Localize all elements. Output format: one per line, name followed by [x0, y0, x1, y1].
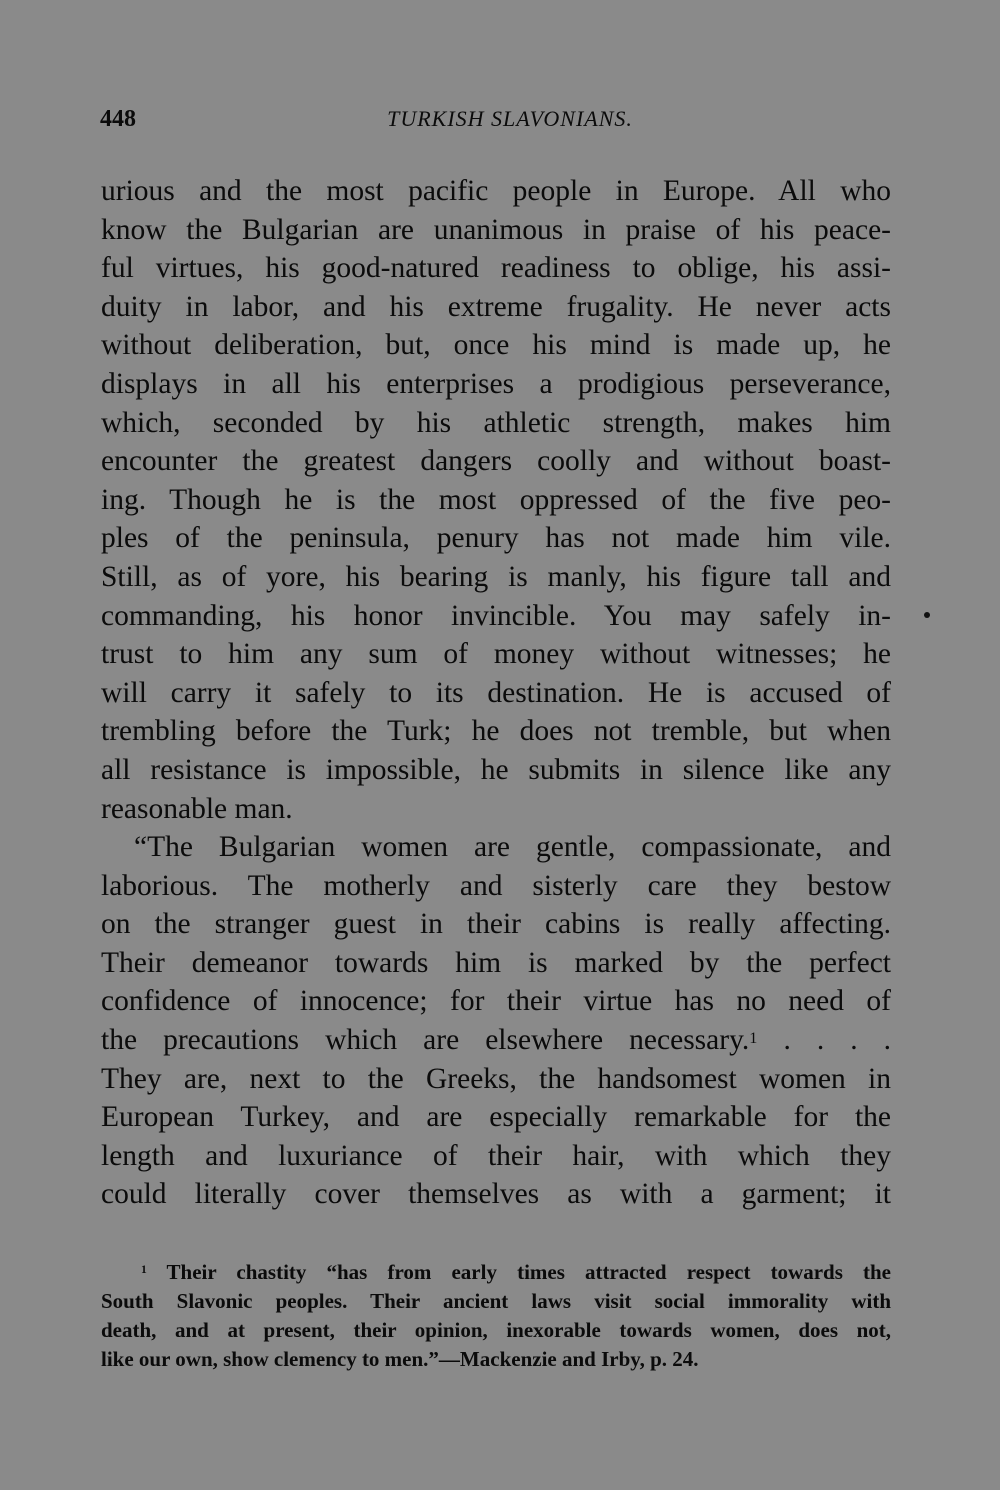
- running-title: TURKISH SLAVONIANS.: [387, 106, 633, 131]
- text-line: which, seconded by his athletic strength, makes him: [101, 406, 891, 439]
- footnote-text: Their chastity “has from early times attracted respect towards the: [166, 1260, 891, 1284]
- text-line: length and luxuriance of their hair, with which they: [101, 1139, 891, 1172]
- text-line: Still, as of yore, his bearing is manly, his figure tall and: [101, 560, 891, 593]
- footnote: [101, 1258, 891, 1374]
- footnote-line: South Slavonic peoples. Their ancient laws visit social immorality with: [101, 1289, 891, 1313]
- text-line: on the stranger guest in their cabins is really affecting.: [101, 908, 891, 941]
- footnote-marker: 1: [141, 1264, 147, 1276]
- ellipsis: . . . .: [783, 1024, 892, 1057]
- text-line: displays in all his enterprises a prodigious perseverance,: [101, 367, 891, 400]
- text-line: trembling before the Turk; he does not tremble, but when: [101, 715, 891, 748]
- text-line: duity in labor, and his extreme frugality. He never acts: [101, 290, 891, 323]
- text-line: commanding, his honor invincible. You may safely in-: [101, 599, 891, 632]
- footnote-reference: 1: [749, 1029, 758, 1048]
- footnote-line: like our own, show clemency to men.”—Mackenzie and Irby, p. 24.: [101, 1347, 699, 1371]
- footnote-line: death, and at present, their opinion, inexorable towards women, does not,: [101, 1318, 891, 1342]
- text-line: could literally cover themselves as with a garment; it: [101, 1178, 891, 1211]
- text-line: urious and the most pacific people in Europe. All who: [101, 175, 891, 207]
- text-line: ful virtues, his good-natured readiness to oblige, his assi-: [101, 252, 891, 285]
- body-text: [101, 172, 891, 1214]
- text-line: all resistance is impossible, he submits in silence like any: [101, 753, 891, 786]
- text-line: Their demeanor towards him is marked by the perfect: [101, 946, 891, 979]
- text-line: European Turkey, and are especially remarkable for the: [101, 1101, 891, 1134]
- text-line: They are, next to the Greeks, the handsomest women in: [101, 1062, 891, 1095]
- page-header: [100, 102, 890, 138]
- text-line: know the Bulgarian are unanimous in praise of his peace-: [101, 213, 891, 246]
- text-line: “The Bulgarian women are gentle, compassionate, and: [134, 831, 891, 864]
- text-line: encounter the greatest dangers coolly and without boast-: [101, 445, 891, 478]
- stray-dot-mark: [924, 612, 930, 618]
- text-line: ing. Though he is the most oppressed of the five peo-: [101, 483, 891, 516]
- footnote-line: [101, 1258, 891, 1287]
- line-text: the precautions which are elsewhere necessary.: [101, 1024, 750, 1057]
- text-line-with-footnote-ref: [101, 1021, 891, 1060]
- text-line: will carry it safely to its destination. He is accused of: [101, 676, 891, 709]
- text-line: without deliberation, but, once his mind is made up, he: [101, 329, 891, 362]
- text-line: laborious. The motherly and sisterly care they bestow: [101, 869, 891, 902]
- page-number: 448: [100, 106, 136, 132]
- text-line: trust to him any sum of money without witnesses; he: [101, 638, 891, 671]
- text-line: reasonable man.: [101, 792, 293, 825]
- text-line: confidence of innocence; for their virtue has no need of: [101, 985, 891, 1018]
- text-line: ples of the peninsula, penury has not made him vile.: [101, 522, 891, 555]
